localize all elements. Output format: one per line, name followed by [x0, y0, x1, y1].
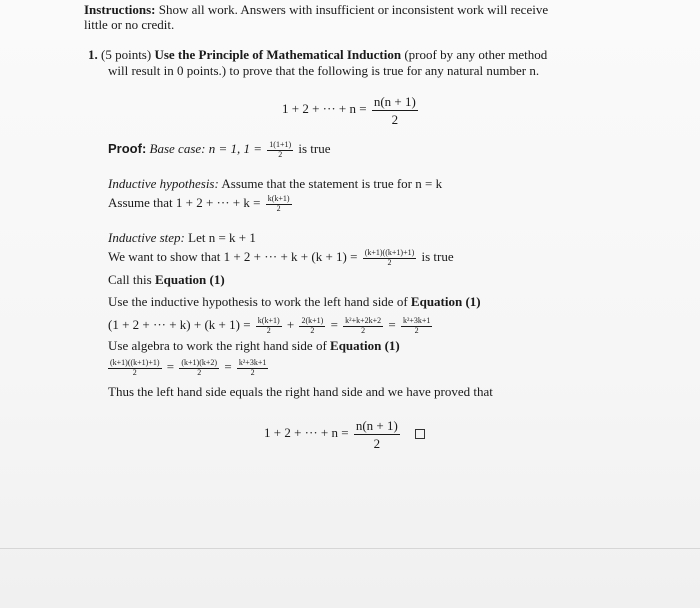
- rhs-fraction-3-numerator: k²+3k+1: [238, 358, 267, 368]
- lhs-fraction-3-numerator: k²+k+2k+2: [345, 316, 382, 326]
- rhs-fraction-2: [179, 359, 219, 377]
- qed-square-icon: [415, 429, 425, 439]
- lhs-fraction-3-denominator: 2: [361, 326, 366, 336]
- rhs-fraction-1: [108, 359, 162, 377]
- lhs-fraction-4-numerator: k²+3k+1: [402, 316, 431, 326]
- lhs-expression: (1 + 2 + ··· + k) + (k + 1) =: [108, 317, 251, 332]
- final-denominator: 2: [373, 435, 381, 451]
- rhs-fraction-1-denominator: 2: [132, 368, 137, 378]
- final-numerator: n(n + 1): [355, 417, 398, 433]
- rhs-fraction-2-denominator: 2: [197, 368, 202, 378]
- base-case-denominator: 2: [278, 150, 283, 160]
- lhs-line: [108, 314, 434, 336]
- proof-label: Proof:: [108, 141, 147, 156]
- problem-line-1: [88, 47, 547, 63]
- lhs-fraction-2-numerator: 2(k+1): [301, 316, 324, 326]
- problem-line-2: [108, 63, 539, 79]
- problem-line-2-text: will result in 0 points.) to prove that the following is true for any natural number n.: [108, 63, 540, 78]
- rhs-fraction-2-numerator: (k+1)(k+2): [181, 358, 218, 368]
- final-formula: [264, 418, 425, 450]
- want-line: [108, 246, 454, 268]
- use-hypothesis-text: Use the inductive hypothesis to work the left hand side of: [108, 294, 408, 309]
- want-fraction: [363, 249, 417, 267]
- use-hypothesis-line: [108, 294, 481, 310]
- formula-denominator: 2: [391, 111, 399, 127]
- algebra-equation-label: Equation (1): [330, 338, 400, 353]
- use-equation-label: Equation (1): [410, 294, 481, 309]
- lhs-fraction-1-denominator: 2: [266, 326, 271, 336]
- base-case-text: Base case: n = 1, 1 =: [149, 141, 263, 156]
- formula-lhs: 1 + 2 + ··· + n =: [282, 101, 367, 116]
- problem-formula: [282, 94, 420, 126]
- base-case-line: [108, 138, 331, 160]
- base-case-tail: is true: [298, 141, 331, 156]
- rhs-equals-2: =: [224, 359, 232, 374]
- instructions-text-2: little or no credit.: [84, 17, 175, 32]
- assume-line: [108, 192, 294, 214]
- step-text: Let n = k + 1: [188, 230, 256, 245]
- problem-bold-text: Use the Principle of Mathematical Induction: [154, 47, 402, 62]
- hypothesis-text: Assume that the statement is true for n = k: [221, 176, 443, 191]
- thus-line: [108, 384, 493, 400]
- lhs-fraction-3: [343, 317, 383, 335]
- want-tail: is true: [421, 249, 454, 264]
- problem-number: 1.: [88, 47, 98, 62]
- lhs-fraction-2-denominator: 2: [310, 326, 315, 336]
- lhs-fraction-1-numerator: k(k+1): [257, 316, 280, 326]
- step-line: [108, 230, 256, 246]
- want-numerator: (k+1)((k+1)+1): [364, 248, 415, 258]
- want-denominator: 2: [387, 258, 392, 268]
- formula-fraction: [372, 95, 418, 126]
- instructions-line-2: [84, 17, 174, 33]
- lhs-equals-1: =: [330, 317, 338, 332]
- rhs-equals-1: =: [166, 359, 175, 374]
- instructions-line-1: [84, 2, 548, 18]
- algebra-line: [108, 338, 400, 354]
- problem-points: (5 points): [101, 47, 152, 62]
- call-equation-label: Equation (1): [154, 272, 225, 287]
- assume-text: Assume that 1 + 2 + ··· + k =: [108, 195, 261, 210]
- base-case-fraction: [267, 141, 293, 159]
- lhs-fraction-1: [256, 317, 282, 335]
- instructions-text-1: Show all work. Answers with insufficient or inconsistent work will receive: [158, 2, 549, 17]
- thus-text: Thus the left hand side equals the right hand side and we have proved that: [108, 384, 493, 399]
- lhs-plus: +: [286, 317, 295, 332]
- assume-denominator: 2: [276, 204, 281, 214]
- problem-rest: (proof by any other method: [404, 47, 548, 62]
- call-line: [108, 272, 225, 288]
- hypothesis-line: [108, 176, 442, 192]
- lhs-equals-2: =: [388, 317, 396, 332]
- assume-numerator: k(k+1): [267, 194, 290, 204]
- rhs-fraction-3-denominator: 2: [250, 368, 255, 378]
- algebra-text: Use algebra to work the right hand side of: [108, 338, 327, 353]
- final-lhs: 1 + 2 + ··· + n =: [264, 425, 349, 440]
- lhs-fraction-4: [401, 317, 432, 335]
- base-case-numerator: 1(1+1): [269, 140, 292, 150]
- assume-fraction: [266, 195, 292, 213]
- final-fraction: [354, 419, 400, 450]
- bottom-divider: [0, 548, 700, 549]
- rhs-line: [106, 356, 270, 378]
- hypothesis-label: Inductive hypothesis:: [108, 176, 219, 191]
- rhs-fraction-3: [237, 359, 268, 377]
- rhs-fraction-1-numerator: (k+1)((k+1)+1): [110, 358, 160, 368]
- lhs-fraction-4-denominator: 2: [414, 326, 419, 336]
- step-label: Inductive step:: [108, 230, 185, 245]
- lhs-fraction-2: [299, 317, 325, 335]
- want-text: We want to show that 1 + 2 + ··· + k + (k + 1) =: [108, 249, 358, 264]
- formula-numerator: n(n + 1): [373, 93, 416, 109]
- instructions-label: Instructions:: [84, 2, 156, 17]
- call-text: Call this: [108, 272, 152, 287]
